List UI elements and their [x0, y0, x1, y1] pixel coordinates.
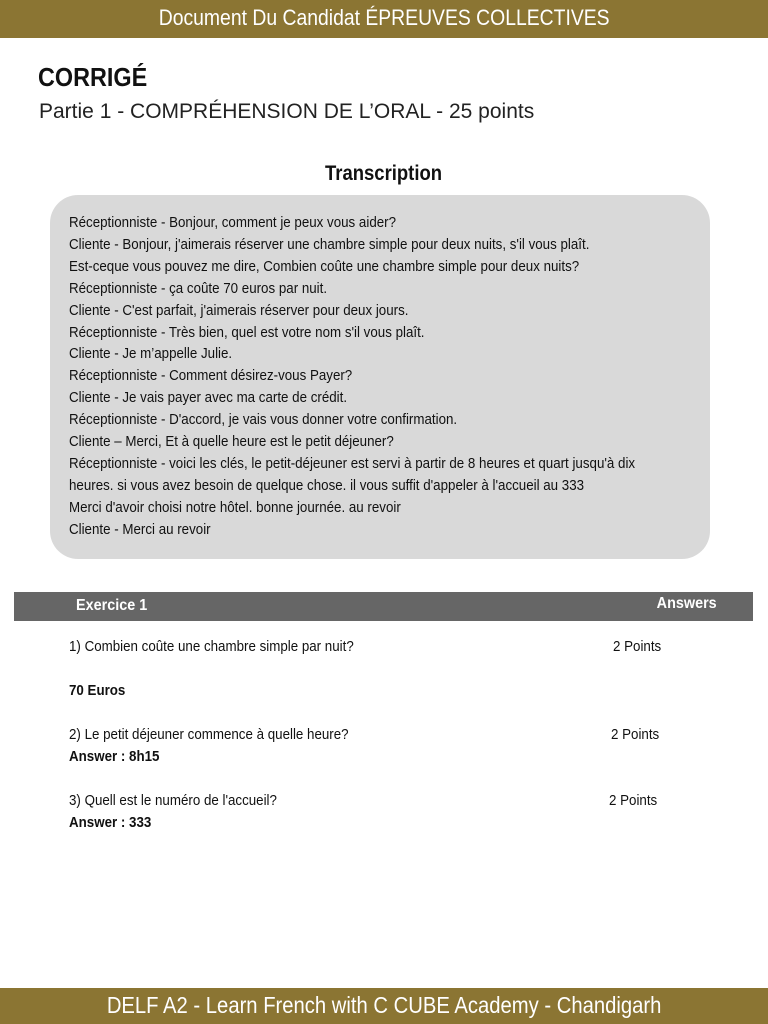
transcript-line: heures. si vous avez besoin de quelque chose. il vous suffit d'appeler à l'accueil au 333	[69, 477, 585, 494]
footer-bar	[0, 988, 768, 1024]
question-1-points: 2 Points	[613, 639, 662, 655]
transcript-line: Réceptionniste - D'accord, je vais vous donner votre confirmation.	[69, 412, 458, 429]
transcript-line: Réceptionniste - voici les clés, le petit-déjeuner est servi à partir de 8 heures et quart jusqu'à dix	[69, 455, 636, 472]
answer-2: Answer : 8h15	[69, 749, 160, 765]
question-3: 3) Quell est le numéro de l'accueil?	[69, 793, 277, 809]
exercise-title: Exercice 1	[76, 597, 148, 614]
question-2-points: 2 Points	[611, 727, 660, 743]
question-2: 2) Le petit déjeuner commence à quelle heure?	[69, 727, 349, 743]
answer-1: 70 Euros	[69, 683, 126, 699]
transcript-box	[50, 195, 710, 559]
answers-label: Answers	[656, 595, 717, 612]
transcript-line: Réceptionniste - Très bien, quel est votre nom s'il vous plaît.	[69, 324, 425, 341]
question-1: 1) Combien coûte une chambre simple par nuit?	[69, 639, 354, 655]
transcript-line: Cliente - C'est parfait, j'aimerais réserver pour deux jours.	[69, 302, 409, 319]
transcript-line: Merci d'avoir choisi notre hôtel. bonne journée. au revoir	[69, 499, 401, 516]
transcript-line: Cliente - Bonjour, j'aimerais réserver une chambre simple pour deux nuits, s'il vous plaît.	[69, 236, 590, 253]
corrige-heading: CORRIGÉ	[38, 62, 148, 92]
transcript-line: Cliente - Je m’appelle Julie.	[69, 346, 233, 363]
transcript-line: Réceptionniste - Comment désirez-vous Payer?	[69, 368, 353, 385]
transcription-title	[0, 162, 768, 186]
question-3-points: 2 Points	[609, 793, 658, 809]
transcript-line: Cliente - Je vais payer avec ma carte de crédit.	[69, 390, 348, 407]
transcript-line: Cliente - Merci au revoir	[69, 521, 211, 538]
header-title: Document Du Candidat ÉPREUVES COLLECTIVES	[158, 5, 610, 30]
transcript-line: Est-ceque vous pouvez me dire, Combien coûte une chambre simple pour deux nuits?	[69, 258, 580, 275]
transcript-line: Réceptionniste - ça coûte 70 euros par nuit.	[69, 280, 328, 297]
exercise-header	[14, 592, 753, 621]
transcript-line: Réceptionniste - Bonjour, comment je peux vous aider?	[69, 215, 397, 231]
header-bar	[0, 0, 768, 38]
transcription-title-text: Transcription	[325, 162, 443, 185]
partie-subtitle: Partie 1 - COMPRÉHENSION DE L’ORAL - 25 points	[39, 100, 535, 123]
answer-3: Answer : 333	[69, 815, 152, 831]
transcript-line: Cliente – Merci, Et à quelle heure est le petit déjeuner?	[69, 434, 394, 451]
footer-text: DELF A2 - Learn French with C CUBE Academy - Chandigarh	[106, 992, 662, 1018]
